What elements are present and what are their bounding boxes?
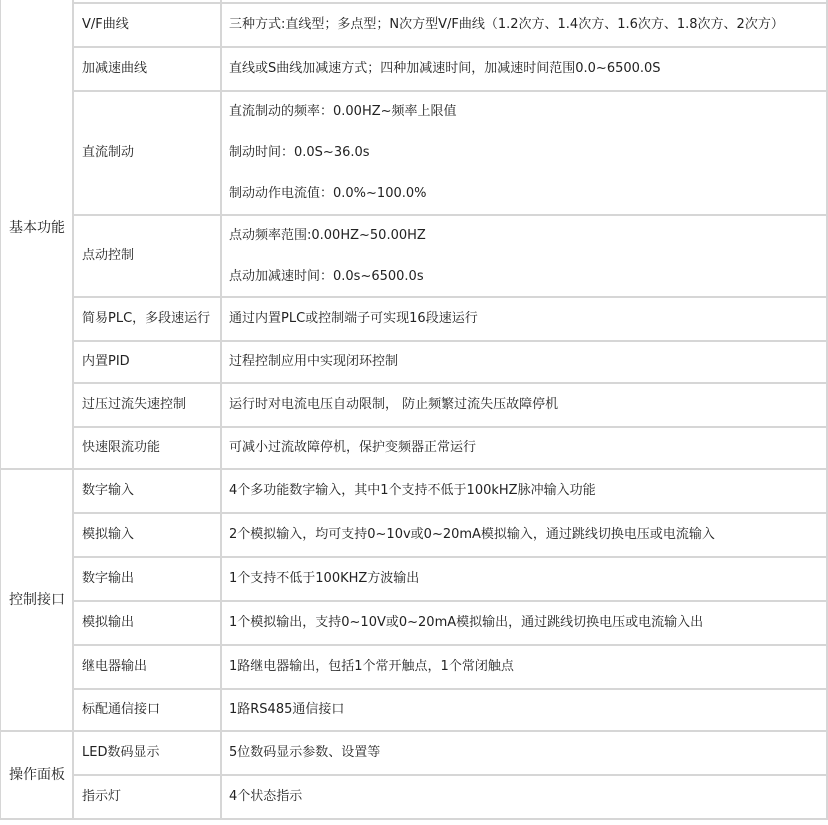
spec-row [0, 558, 828, 602]
feature-name: 模拟输入 [74, 514, 222, 558]
description-line: 通过内置PLC或控制端子可实现16段速运行 [229, 311, 478, 326]
feature-name: 数字输入 [74, 470, 222, 514]
description-line: 点动频率范围:0.00HZ~50.00HZ [229, 227, 426, 243]
feature-description [222, 342, 828, 384]
feature-description [222, 384, 828, 428]
feature-description [222, 216, 828, 298]
feature-description [222, 48, 828, 92]
feature-description [222, 298, 828, 342]
spec-row [0, 92, 828, 216]
description-line: 运行时对电流电压自动限制， 防止频繁过流失压故障停机 [229, 397, 559, 412]
feature-description [222, 732, 828, 776]
description-line: 1个支持不低于100KHZ方波输出 [229, 571, 420, 586]
spec-row [0, 384, 828, 428]
feature-name: 数字输出 [74, 558, 222, 602]
feature-name: 直流制动 [74, 92, 222, 216]
description-line: 1路继电器输出，包括1个常开触点，1个常闭触点 [229, 659, 514, 674]
description-line: 1个模拟输出，支持0~10V或0~20mA模拟输出，通过跳线切换电压或电流输入出 [229, 615, 704, 630]
feature-description [222, 428, 828, 470]
feature-name: LED数码显示 [74, 732, 222, 776]
description-line: 点动加减速时间：0.0s~6500.0s [229, 268, 424, 284]
spec-row [0, 342, 828, 384]
description-line: 5位数码显示参数、设置等 [229, 745, 381, 760]
description-line: 2个模拟输入，均可支持0~10v或0~20mA模拟输入，通过跳线切换电压或电流输入 [229, 527, 715, 542]
group-label: 控制接口 [0, 470, 74, 732]
feature-name: 模拟输出 [74, 602, 222, 646]
feature-description [222, 776, 828, 820]
spec-row [0, 732, 828, 776]
feature-name: 继电器输出 [74, 646, 222, 690]
description-line: 可减小过流故障停机，保护变频器正常运行 [229, 440, 477, 455]
group-label: 操作面板 [0, 732, 74, 820]
feature-name: 标配通信接口 [74, 690, 222, 732]
description-line: 制动时间：0.0S~36.0s [229, 145, 370, 160]
feature-description [222, 514, 828, 558]
feature-name: 过压过流失速控制 [74, 384, 222, 428]
description-line: 直流制动的频率：0.00HZ~频率上限值 [229, 104, 457, 119]
feature-name: 简易PLC，多段速运行 [74, 298, 222, 342]
description-line: 4个多功能数字输入，其中1个支持不低于100kHZ脉冲输入功能 [229, 483, 596, 498]
spec-row [0, 602, 828, 646]
feature-description [222, 602, 828, 646]
description-line: 4个状态指示 [229, 789, 303, 804]
feature-name: 加减速曲线 [74, 48, 222, 92]
feature-name: 点动控制 [74, 216, 222, 298]
spec-row [0, 428, 828, 470]
feature-description [222, 470, 828, 514]
spec-row [0, 514, 828, 558]
description-line: 直线或S曲线加减速方式；四种加减速时间，加减速时间范围0.0~6500.0S [229, 61, 661, 76]
feature-name: 内置PID [74, 342, 222, 384]
spec-row [0, 216, 828, 298]
feature-description [222, 690, 828, 732]
spec-row [0, 776, 828, 820]
feature-name: 指示灯 [74, 776, 222, 820]
description-line: 制动动作电流值：0.0%~100.0% [229, 186, 427, 201]
spec-row [0, 298, 828, 342]
description-line: 1路RS485通信接口 [229, 702, 345, 717]
description-line: 过程控制应用中实现闭环控制 [229, 354, 399, 369]
description-line: 三种方式:直线型；多点型；N次方型V/F曲线（1.2次方、1.4次方、1.6次方、1.8次方、2次方） [229, 17, 784, 32]
spec-row [0, 48, 828, 92]
spec-row [0, 646, 828, 690]
spec-row [0, 4, 828, 48]
spec-row [0, 470, 828, 514]
group-label: 基本功能 [0, 0, 74, 470]
feature-description [222, 4, 828, 48]
feature-name: 快速限流功能 [74, 428, 222, 470]
feature-description [222, 558, 828, 602]
feature-name: V/F曲线 [74, 4, 222, 48]
spec-row [0, 690, 828, 732]
feature-description [222, 646, 828, 690]
feature-description [222, 92, 828, 216]
